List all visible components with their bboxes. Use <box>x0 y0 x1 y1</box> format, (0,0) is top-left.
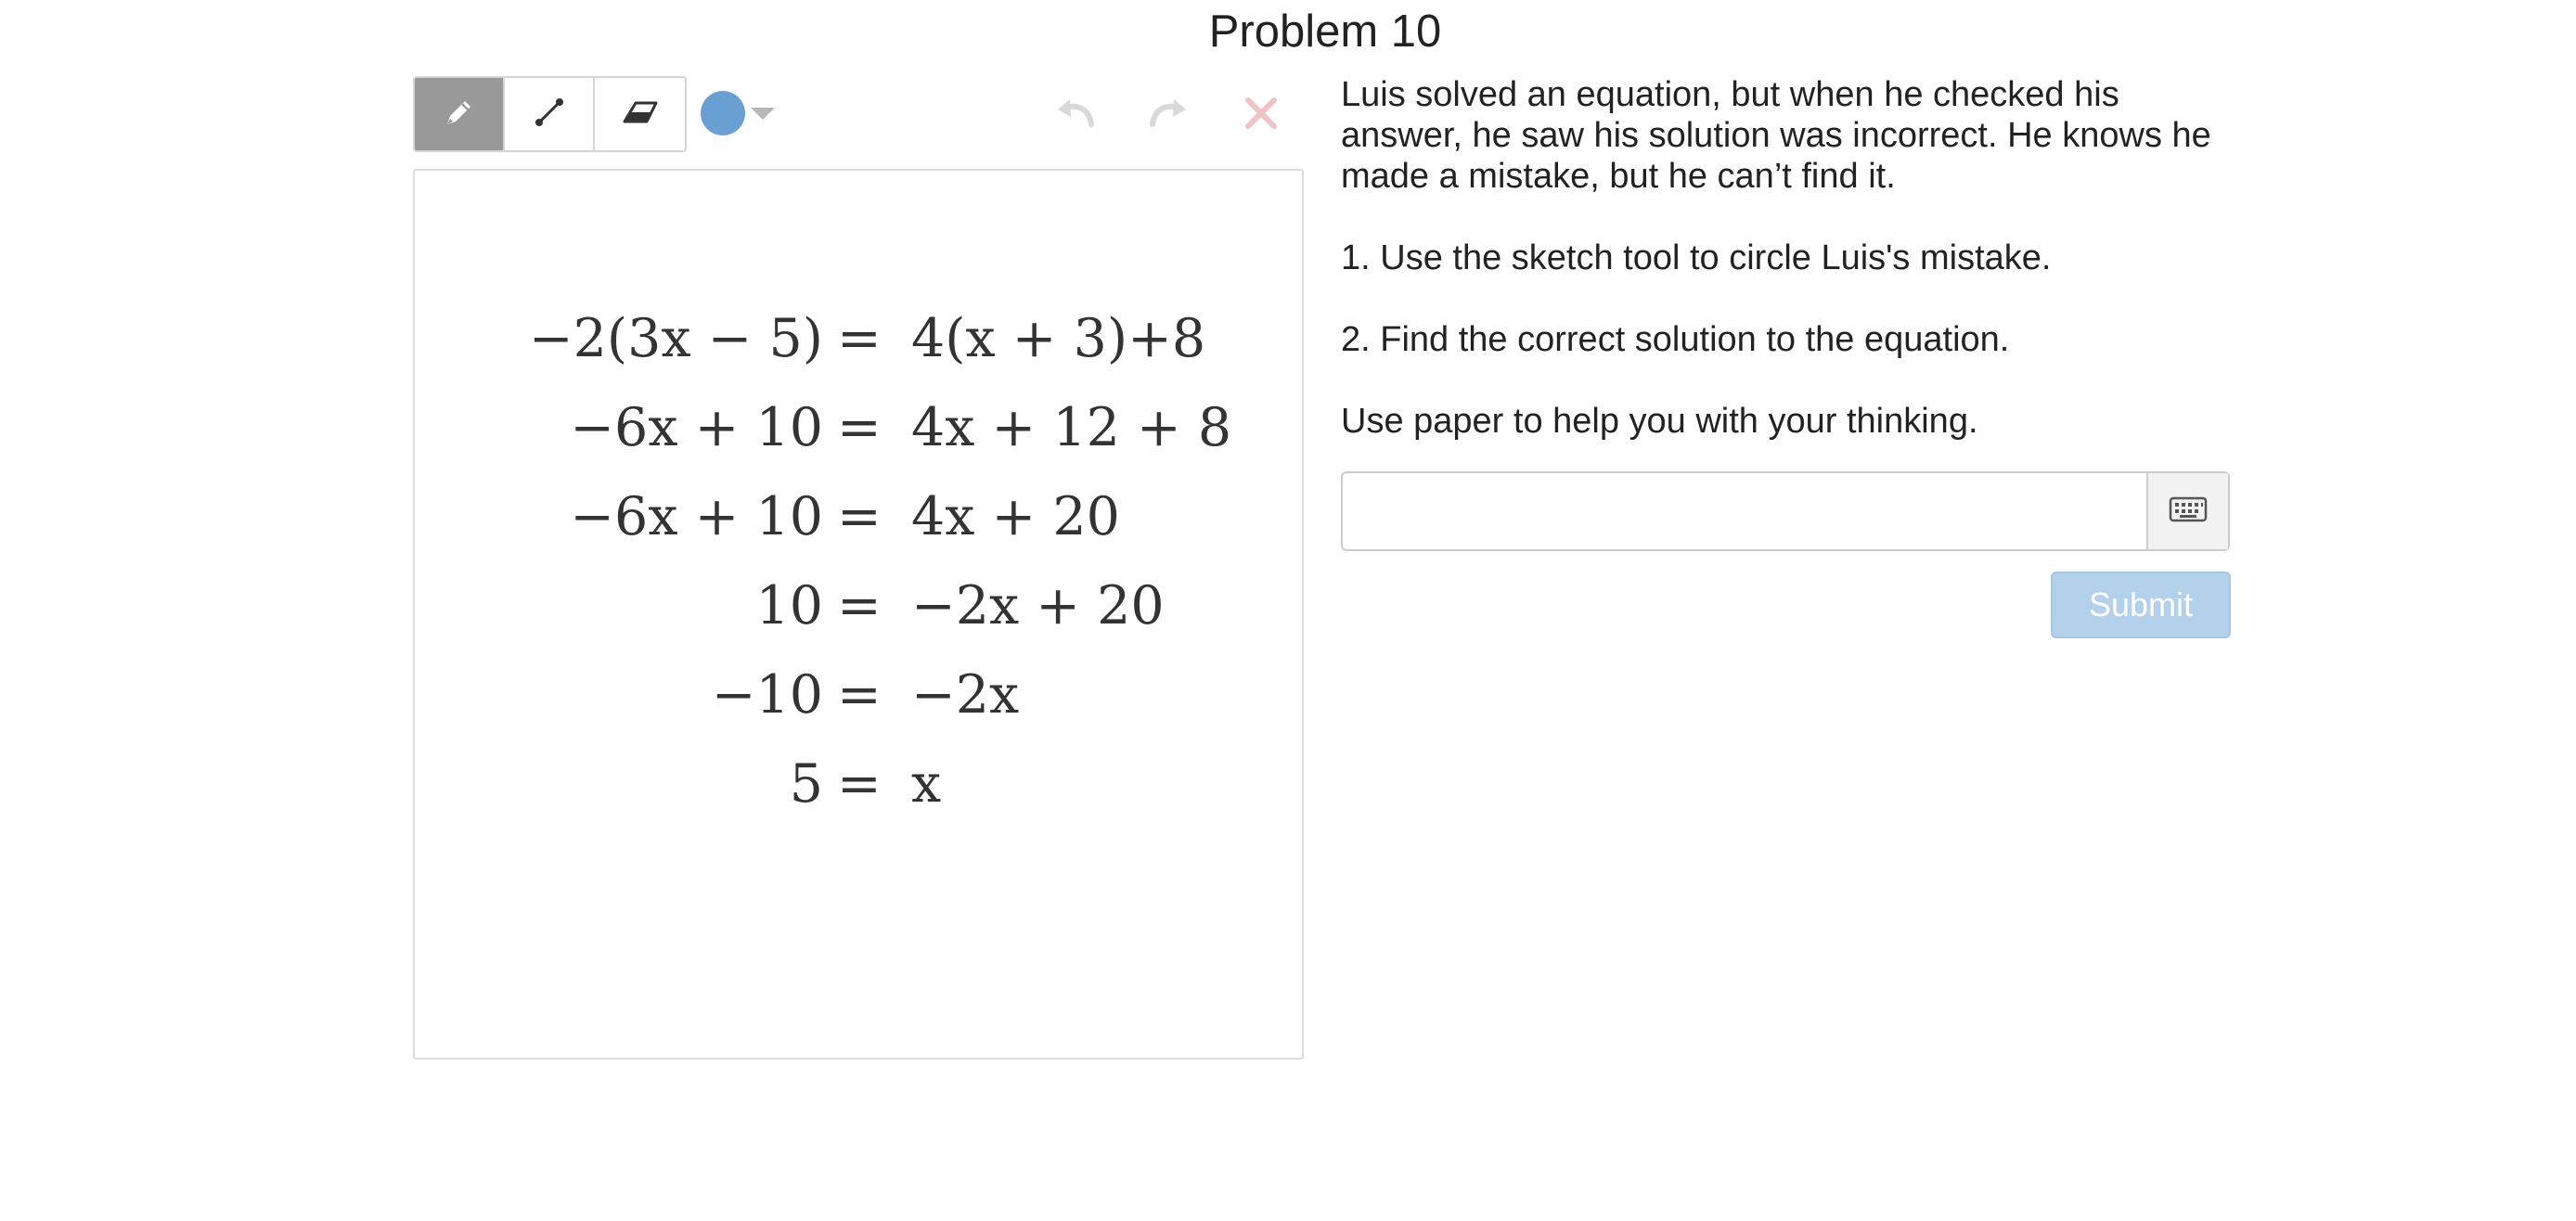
sketch-canvas[interactable] <box>413 169 1304 1060</box>
equals-sign: = <box>837 664 882 726</box>
equation-left: −6x + 10 <box>570 397 823 458</box>
chevron-down-icon[interactable] <box>751 108 775 120</box>
prompt-step-1: 1. Use the sketch tool to circle Luis's mistake. <box>1341 238 2052 277</box>
equals-sign: = <box>837 575 882 636</box>
sketch-toolbar <box>413 76 1304 150</box>
close-icon <box>1243 95 1280 136</box>
submit-button[interactable]: Submit <box>2051 572 2231 638</box>
equation-right: −2x + 20 <box>911 575 1165 636</box>
page-title: Problem 10 <box>1208 6 1442 57</box>
color-picker[interactable] <box>701 91 775 135</box>
equation-left: 10 <box>755 575 823 636</box>
undo-icon <box>1054 95 1097 136</box>
answer-input[interactable] <box>1343 473 2146 549</box>
equals-sign: = <box>837 308 882 369</box>
equation-row <box>415 308 1306 382</box>
redo-button[interactable] <box>1142 89 1194 141</box>
line-tool-button[interactable] <box>505 78 595 150</box>
equation-row <box>415 575 1306 649</box>
equation-row <box>415 753 1306 828</box>
prompt-note: Use paper to help you with your thinking. <box>1341 402 1978 441</box>
equation-row <box>415 397 1306 471</box>
equation-right: 4(x + 3)+8 <box>911 308 1206 369</box>
problem-prompt <box>1341 74 2250 442</box>
keyboard-button[interactable] <box>2146 473 2228 549</box>
equals-sign: = <box>837 397 882 458</box>
prompt-intro: Luis solved an equation, but when he checked his answer, he saw his solution was incorrect. He knows he made a mistake, but he can’t find it. <box>1341 75 2211 196</box>
line-icon <box>531 94 568 135</box>
equation-left: −10 <box>711 664 823 726</box>
equals-sign: = <box>837 753 882 815</box>
pencil-icon <box>442 95 477 135</box>
eraser-icon <box>621 96 660 134</box>
equation-row <box>415 486 1306 560</box>
clear-button[interactable] <box>1235 89 1287 141</box>
equation-left: 5 <box>789 753 823 815</box>
equals-sign: = <box>837 486 882 547</box>
undo-button[interactable] <box>1050 89 1101 141</box>
answer-field <box>1341 471 2230 551</box>
color-swatch[interactable] <box>701 91 745 135</box>
equation-right: 4x + 20 <box>911 486 1120 547</box>
equation-right: 4x + 12 + 8 <box>911 397 1232 458</box>
prompt-step-2: 2. Find the correct solution to the equation. <box>1341 320 2010 359</box>
equation-right: −2x <box>911 664 1020 726</box>
equation-row <box>415 664 1306 739</box>
redo-icon <box>1147 95 1190 136</box>
pencil-tool-button[interactable] <box>415 78 505 150</box>
equation-left: −6x + 10 <box>570 486 823 547</box>
equation-left: −2(3x − 5) <box>528 308 823 369</box>
keyboard-icon <box>2169 496 2208 527</box>
equation-right: x <box>911 753 942 815</box>
tool-group <box>413 76 687 152</box>
eraser-tool-button[interactable] <box>595 78 685 150</box>
